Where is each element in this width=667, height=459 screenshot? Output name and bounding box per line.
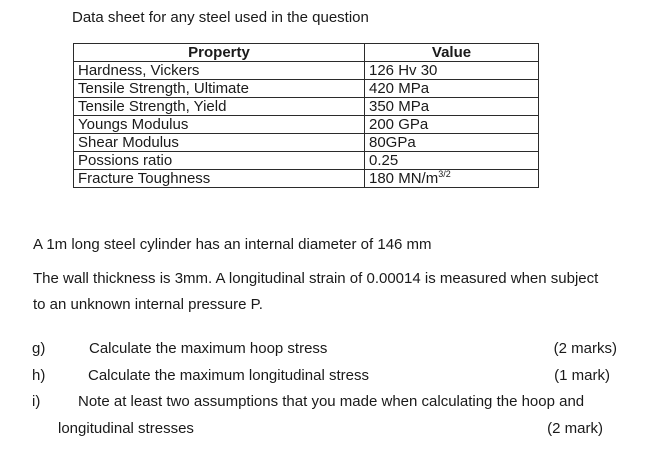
column-header-value: Value [365, 44, 539, 62]
property-cell: Possions ratio [74, 152, 365, 170]
question-label-h: h) [32, 367, 46, 384]
table-header-row [74, 44, 539, 62]
unit-exponent: 3/2 [438, 169, 451, 179]
value-cell: 80GPa [365, 134, 539, 152]
document-heading: Data sheet for any steel used in the question [72, 9, 369, 26]
property-cell: Fracture Toughness [74, 170, 365, 188]
property-cell: Youngs Modulus [74, 116, 365, 134]
paragraph-cylinder-description: A 1m long steel cylinder has an internal diameter of 146 mm [33, 236, 432, 253]
paragraph-wall-thickness-line1: The wall thickness is 3mm. A longitudinal strain of 0.00014 is measured when subject [33, 270, 599, 287]
question-label-g: g) [32, 340, 46, 357]
value-cell: 200 GPa [365, 116, 539, 134]
table-row [74, 116, 539, 134]
table-row [74, 98, 539, 116]
property-table [73, 43, 539, 188]
question-text-i: Note at least two assumptions that you made when calculating the hoop and [78, 393, 585, 410]
value-cell: 350 MPa [365, 98, 539, 116]
property-cell: Hardness, Vickers [74, 62, 365, 80]
table-row [74, 62, 539, 80]
question-text-h: Calculate the maximum longitudinal stress [88, 367, 369, 384]
table-row [74, 170, 539, 188]
table-row [74, 80, 539, 98]
paragraph-wall-thickness-line2: to an unknown internal pressure P. [33, 296, 263, 313]
question-marks-g: (2 marks) [553, 340, 617, 357]
question-marks-h: (1 mark) [554, 367, 610, 384]
table-row [74, 134, 539, 152]
question-text-g: Calculate the maximum hoop stress [89, 340, 328, 357]
question-label-i: i) [32, 393, 41, 410]
question-text-i-line2: longitudinal stresses [58, 420, 194, 437]
question-marks-i: (2 mark) [547, 420, 603, 437]
value-cell [365, 170, 539, 188]
property-cell: Shear Modulus [74, 134, 365, 152]
column-header-property: Property [74, 44, 365, 62]
property-cell: Tensile Strength, Ultimate [74, 80, 365, 98]
value-text: 180 MN/m [369, 170, 439, 187]
value-cell: 0.25 [365, 152, 539, 170]
property-cell: Tensile Strength, Yield [74, 98, 365, 116]
table-row [74, 152, 539, 170]
value-cell: 420 MPa [365, 80, 539, 98]
value-cell: 126 Hv 30 [365, 62, 539, 80]
